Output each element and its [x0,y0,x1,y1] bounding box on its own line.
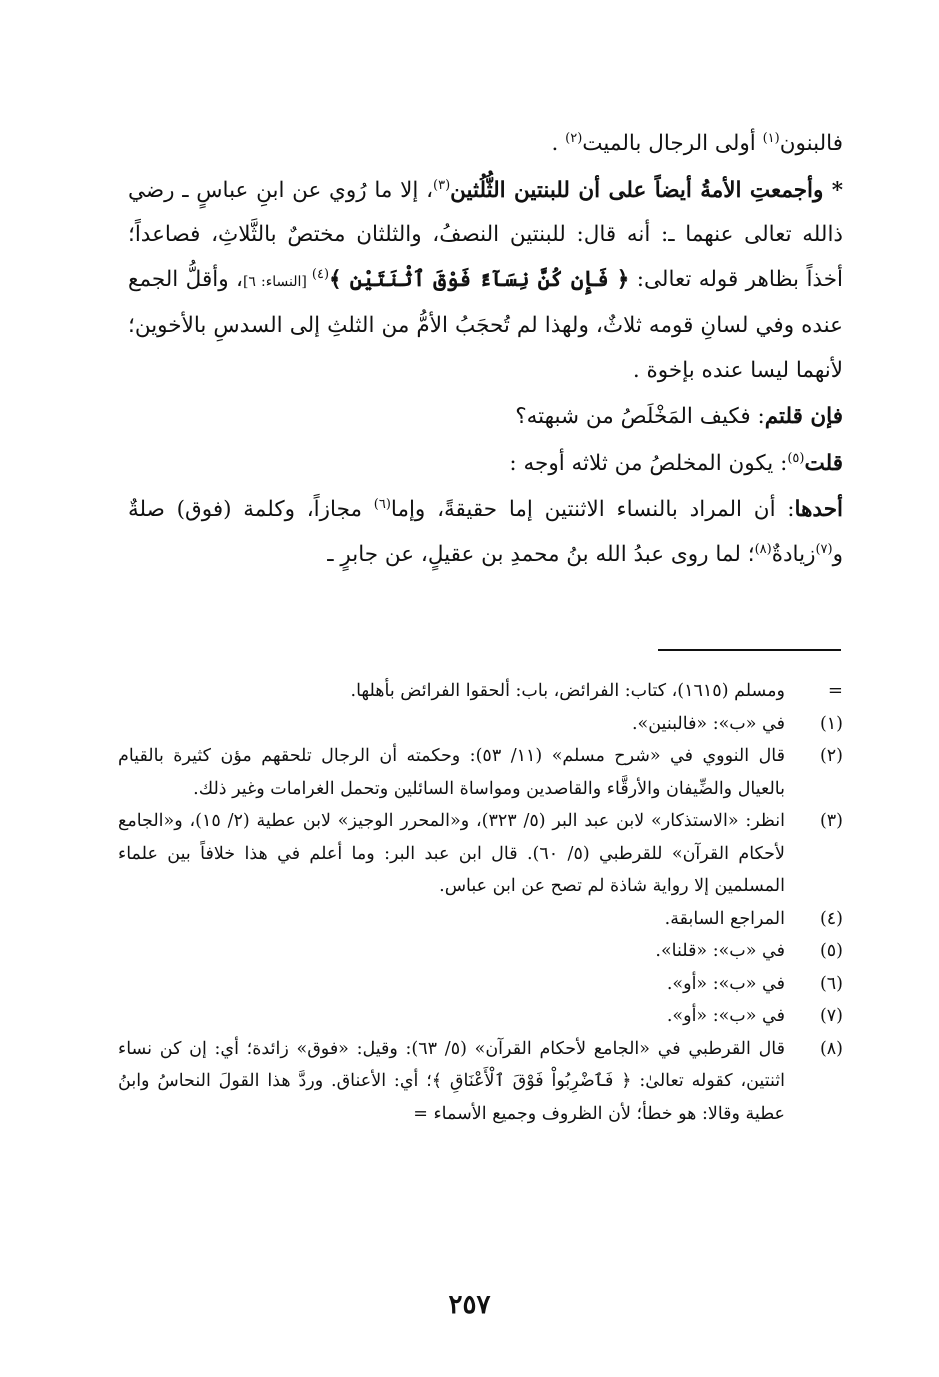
bold-lead-text: فإن قلتم [764,404,843,429]
footnote-number: (٧) [819,1006,843,1026]
footnote-number: (٨) [819,1038,843,1059]
main-text [128,122,843,577]
footnote-text: قال القرطبي في «الجامع لأحكام القرآن» (٥/ ٦٣): وقيل: «فوق» زائدة؛ أي: إن كن نساء اثنتين، كقوله تعالىٰ: ﴿ فَٱضْرِبُواْ فَوْقَ ٱلْأَعْنَاقِ ﴾؛ أي: الأعناق. وردَّ هذا القولَ النحاسُ وابنُ عطية وقالا: هو خطأ؛ لأن الظروف وجميع الأسماء = [118,1038,785,1124]
footnote-number: (٣) [819,811,843,831]
footnote-number: (٦) [819,973,843,994]
text-span: ؛ لما روى عبدُ الله بنُ محمدِ بن عقيلٍ، عن جابرٍ ـ [327,541,755,567]
footnote-ref-2[interactable]: (٢) [565,130,583,146]
text-span: : يكون المخلصُ من ثلاثه أوجه : [509,450,788,476]
footnote-ref-8[interactable]: (٨) [754,541,772,557]
text-span: : فكيف المَخْلَصُ من شبهته؟ [515,404,765,429]
footnote-2 [118,740,843,805]
bold-heading-text: * وأجمعتِ الأمةُ أيضاً على أن للبنتين الثُّلُثين [450,177,844,203]
bold-lead-text: قلت [804,450,843,476]
footnote-text: قال النووي في «شرح مسلم» (١١/ ٥٣): وحكمته أن الرجال تلحقهم مؤن كثيرة بالقيام بالعيال والضِّيفان والأرقَّاء والقاصدين ومواساة السائلين وتحمل الغرامات وغير ذلك. [118,746,786,799]
text-span: أولى الرجال بالميت [582,131,763,156]
text-span: فالبنون [779,131,843,156]
text-span: . [551,131,566,156]
text-span: زيادةٌ [771,541,816,567]
footnote-text: في «ب»: «أو». [666,1006,785,1026]
text-span: مجازاً، وكلمة (فوق) صلةٌ و [128,497,843,567]
footnote-7 [118,1000,843,1033]
footnote-text: في «ب»: «أو». [666,973,785,994]
text-span: ، إلا ما رُوي عن ابنِ عباسٍ ـ رضي ذالله تعالى عنهما ـ: أنه قال: للبنتين النصفُ، والثلثان مختصٌ بالثَّلاثِ، فصاعداً؛ أخذاً بظاهر قوله تعالى: [128,177,843,292]
footnote-number: (١) [819,713,843,734]
paragraph-2 [128,169,843,394]
footnote-8 [118,1033,843,1131]
text-span: ، وأقلُّ الجمع عنده وفي لسانِ قومه ثلاثٌ، ولهذا لم تُحجَبُ الأمُّ من الثلثِ إلى السدسِ بالأخوين؛ لأنهما ليسا عنده بإخوة . [128,266,843,383]
footnotes [118,675,843,1130]
footnote-text: في «ب»: «فالبنين». [631,713,785,734]
footnote-ref-6[interactable]: (٦) [373,496,391,512]
footnote-continuation [118,675,843,708]
footnote-number: (٥) [819,941,843,961]
footnote-ref-4[interactable]: (٤) [311,266,330,282]
footnote-ref-3[interactable]: (٣) [433,177,451,193]
paragraph-5 [128,488,843,577]
footnote-number: (٤) [819,908,843,929]
paragraph-4 [128,442,843,487]
footnote-5 [118,935,843,968]
footnote-4 [118,903,843,936]
footnote-text: انظر: «الاستذكار» لابن عبد البر (٥/ ٣٢٣)، و«المحرر الوجيز» لابن عطية (٢/ ١٥)، و«الجامع لأحكام القرآن» للقرطبي (٥/ ٦٠). قال ابن عبد البر: وما أعلم في هذا خلافاً بين علماء المسلمين إلا رواية شاذة لم تصح عن ابن عباس. [118,811,785,896]
footnote-ref-5[interactable]: (٥) [787,450,805,466]
text-span: : أن المراد بالنساء الاثنتين إما حقيقةً، وإما [390,497,795,522]
page-number: ٢٥٧ [448,1290,491,1320]
footnote-ref-7[interactable]: (٧) [815,541,833,557]
footnote-3 [118,805,843,903]
verse-citation: [النساء: ٦] [242,273,312,290]
footnote-ref-1[interactable]: (١) [762,130,780,146]
footnote-number: = [827,680,843,701]
footnote-number: (٢) [819,746,843,766]
footnote-1 [118,708,843,741]
footnote-divider [658,649,841,651]
paragraph-3 [128,395,843,440]
footnote-text: المراجع السابقة. [664,908,785,929]
footnote-6 [118,968,843,1001]
paragraph-1 [128,122,843,167]
footnote-text: في «ب»: «قلنا». [655,941,785,961]
quran-verse: ﴿ فَإِن كُنَّ نِسَآءً فَوْقَ ٱثْنَتَيْنِ ﴾ [329,266,630,292]
footnote-text: ومسلم (١٦١٥)، كتاب: الفرائض، باب: ألحقوا الفرائض بأهلها. [350,681,785,701]
bold-lead-text: أحدها [794,497,843,522]
